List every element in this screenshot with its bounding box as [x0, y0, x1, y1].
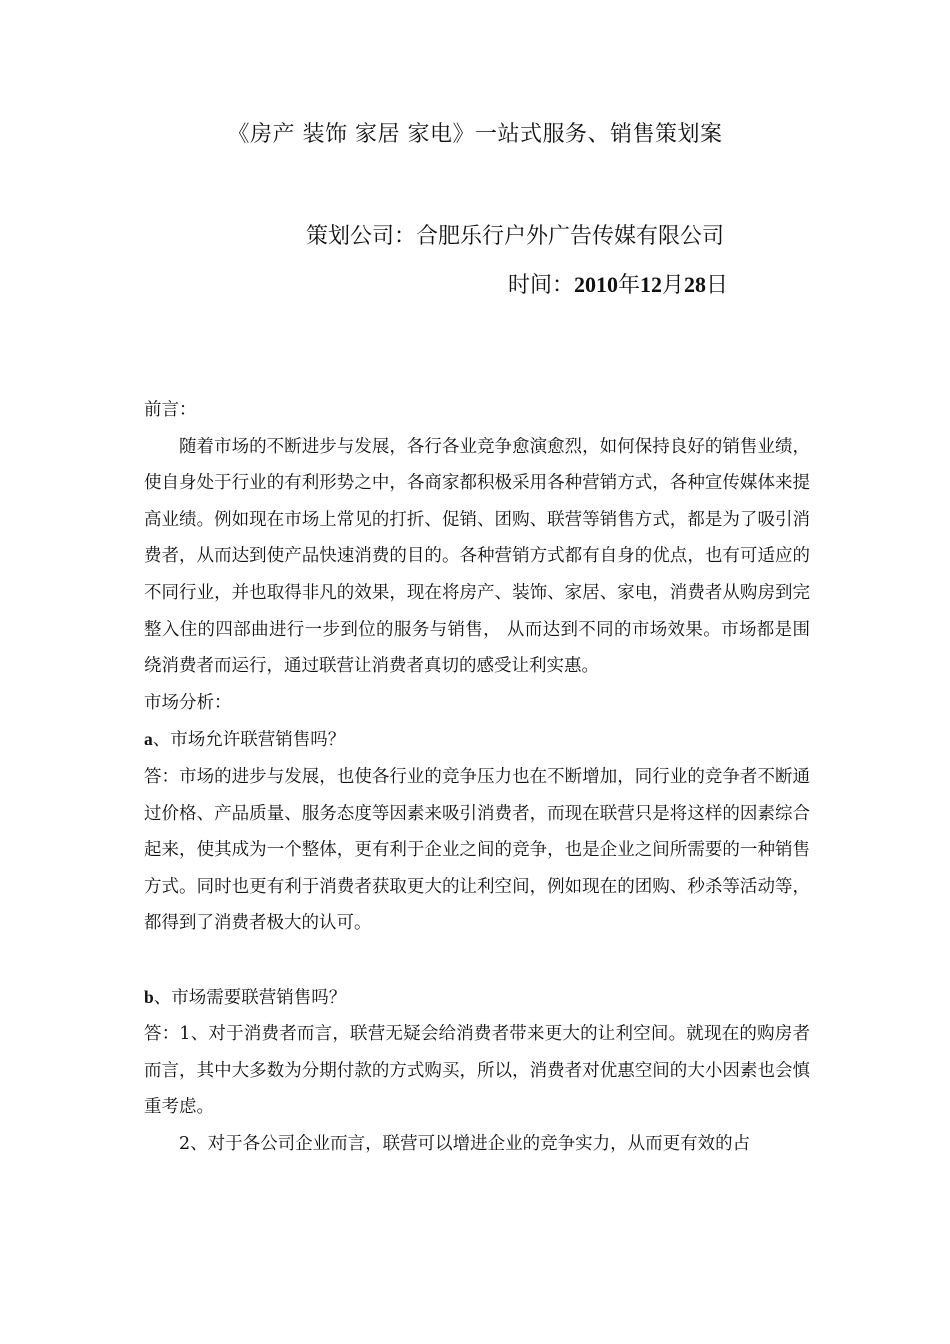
answer-a: 答：市场的进步与发展，也使各行业的竞争压力也在不断增加，同行业的竞争者不断通过价格、产品质量、服务态度等因素来吸引消费者，而现在联营只是将这样的因素综合起来，使其成为一个整体，更有利于企业之间的竞争，也是企业之间所需要的一种销售方式。同时也更有利于消费者获取更大的让利空间，例如现在的团购、秒杀等活动等，都得到了消费者极大的认可。 [144, 766, 810, 934]
question-a-letter: a [144, 729, 153, 750]
date-year: 2010 [573, 272, 618, 297]
date-month: 12 [639, 272, 662, 297]
planning-company: 策划公司：合肥乐行户外广告传媒有限公司 [305, 224, 724, 249]
question-b [144, 979, 810, 1017]
market-analysis-heading: 市场分析： [144, 692, 232, 713]
question-b-letter: b [144, 986, 154, 1007]
question-a-text: 、市场允许联营销售吗？ [152, 730, 346, 751]
question-b-text: 、市场需要联营销售吗？ [153, 987, 347, 1008]
answer-b-point-2: 2、对于各公司企业而言，联营可以增进企业的竞争实力，从而更有效的占 [179, 1133, 751, 1154]
preface-paragraph: 随着市场的不断进步与发展，各行各业竞争愈演愈烈，如何保持良好的销售业绩，使自身处于行业的有利形势之中，各商家都积极采用各种营销方式，各种宣传媒体来提高业绩。例如现在市场上常见的打折、促销、团购、联营等销售方式，都是为了吸引消费者，从而达到使产品快速消费的目的。各种营销方式都有自身的优点，也有可适应的不同行业，并也取得非凡的效果，现在将房产、装饰、家居、家电，消费者从购房到完整入住的四部曲进行一步到位的服务与销售， 从而达到不同的市场效果。市场都是围绕消费者而运行，通过联营让消费者真切的感受让利实惠。 [144, 436, 810, 677]
section-gap [144, 942, 810, 979]
document-date [508, 270, 728, 301]
document-title: 《房产 装饰 家居 家电》一站式服务、销售策划案 [227, 122, 723, 147]
preface-heading: 前言： [144, 400, 197, 420]
question-a [144, 721, 810, 759]
date-prefix: 时间： [507, 273, 574, 298]
document-body [144, 392, 810, 1162]
date-month-unit: 月 [661, 273, 684, 298]
date-day: 28 [683, 272, 706, 297]
date-year-unit: 年 [617, 273, 640, 298]
answer-b-point-1: 答：1、对于消费者而言，联营无疑会给消费者带来更大的让利空间。就现在的购房者而言，其中大多数为分期付款的方式购买，所以，消费者对优惠空间的大小因素也会慎重考虑。 [144, 1024, 810, 1118]
date-day-unit: 日 [705, 273, 728, 298]
